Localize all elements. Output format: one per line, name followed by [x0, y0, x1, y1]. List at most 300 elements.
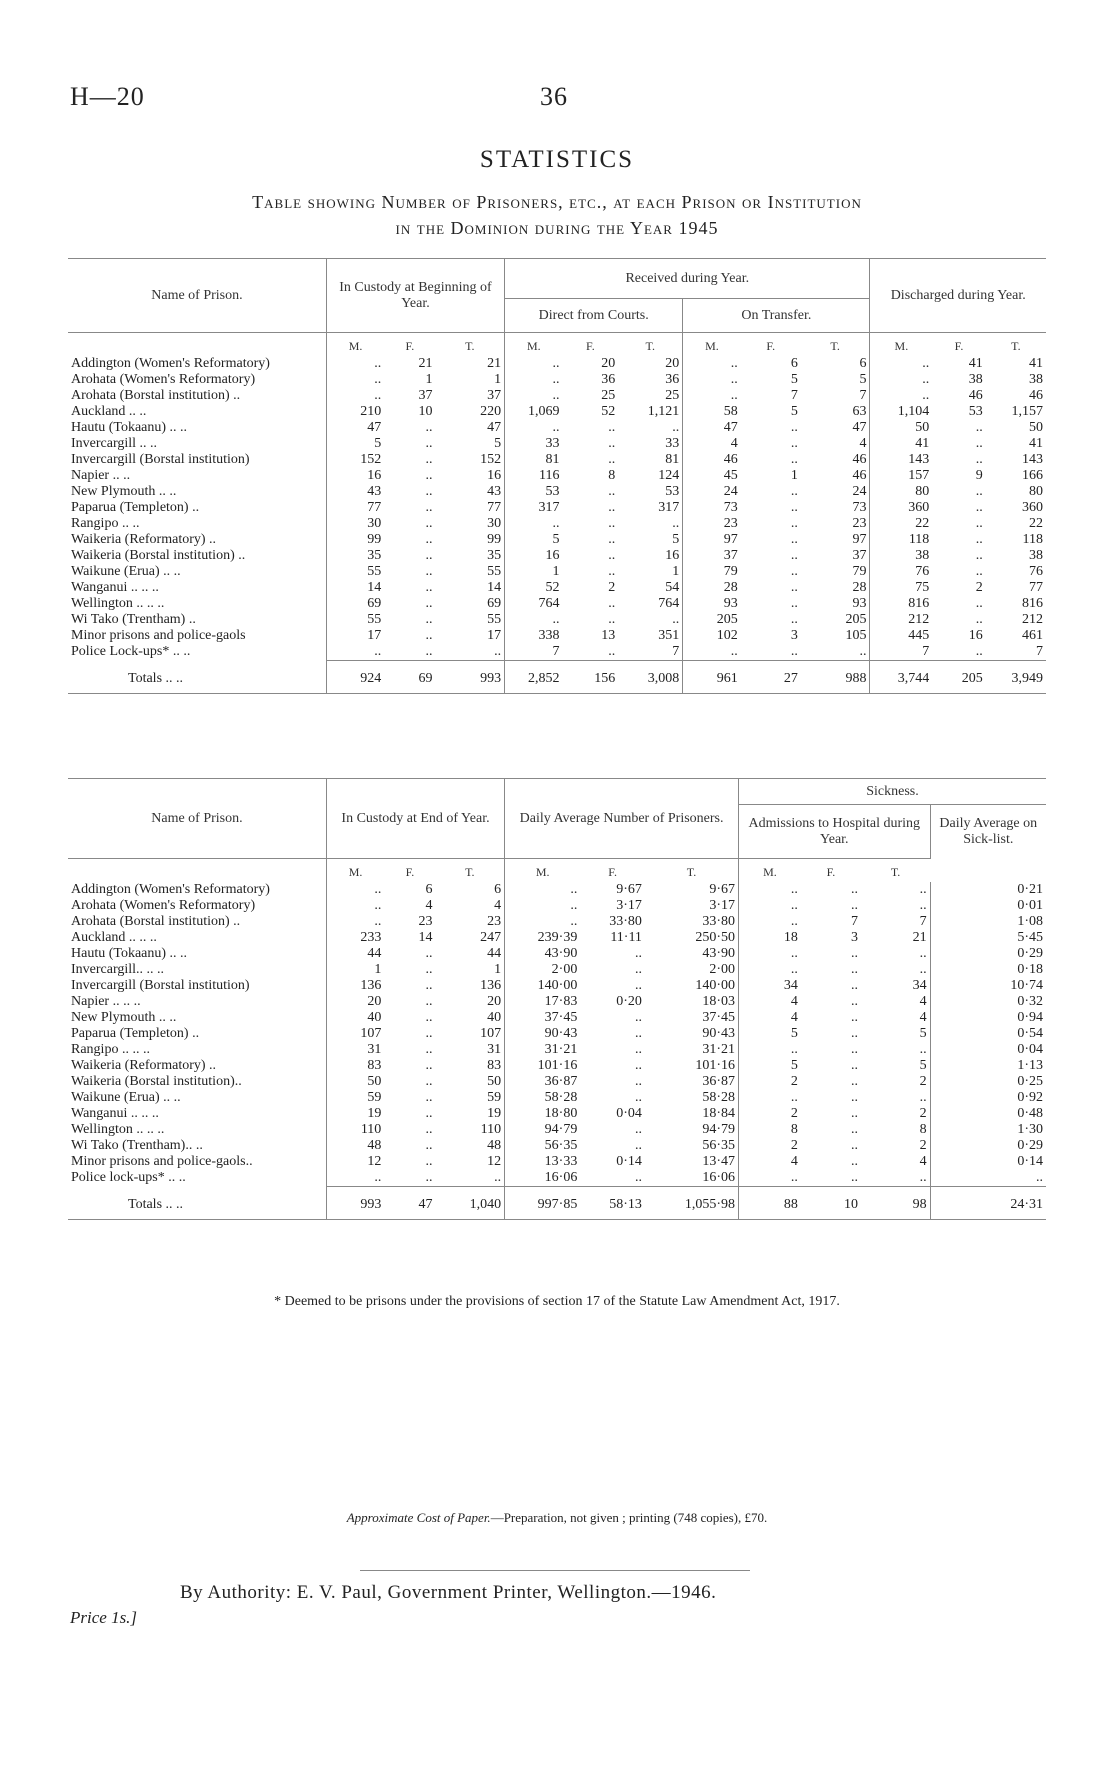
value-cell: .. [851, 1106, 859, 1121]
value-cell: 37 [852, 548, 867, 563]
value-cell: 5 [326, 436, 384, 452]
value-cell: 6 [425, 882, 433, 897]
value-cell: 101·16 [695, 1058, 736, 1073]
value-cell: 83 [326, 1058, 384, 1074]
subheader-cell: F. [580, 859, 645, 883]
prison-name-cell: Police Lock-ups* .. .. [71, 644, 191, 660]
value-cell: 4 [739, 994, 801, 1010]
table-row [68, 436, 1046, 452]
table-row [68, 388, 1046, 404]
subheader-cell: M. [683, 333, 741, 357]
value-cell: 14 [326, 580, 384, 596]
value-cell: .. [790, 532, 798, 547]
prison-name-cell: Waikune (Erua) .. .. [71, 1090, 181, 1105]
value-cell: .. [919, 1042, 927, 1057]
value-cell: .. [425, 1170, 433, 1185]
value-cell: .. [683, 644, 741, 661]
value-cell: .. [425, 962, 433, 977]
value-cell: 4 [739, 1154, 801, 1170]
value-cell: 1·13 [930, 1058, 1046, 1074]
value-cell: 13 [601, 628, 616, 643]
value-cell: 47 [683, 420, 741, 436]
table-row [68, 644, 1046, 661]
value-cell: 33·80 [702, 914, 736, 929]
value-cell: .. [851, 962, 859, 977]
value-cell: 14 [487, 580, 502, 595]
value-cell: 102 [683, 628, 741, 644]
value-cell: .. [851, 978, 859, 993]
value-cell: 1 [790, 468, 798, 483]
value-cell: .. [425, 484, 433, 499]
value-cell: 48 [326, 1138, 384, 1154]
cost-label: Approximate Cost of Paper. [346, 1510, 491, 1525]
table-row [68, 882, 1046, 898]
value-cell: .. [975, 452, 983, 467]
value-cell: 7 [790, 388, 798, 403]
prison-name-cell: Napier .. .. .. [71, 994, 141, 1009]
value-cell: 55 [487, 564, 502, 579]
value-cell: 41 [1029, 356, 1043, 371]
value-cell: 40 [326, 1010, 384, 1026]
value-cell: 19 [487, 1106, 502, 1121]
table-row [68, 1074, 1046, 1090]
value-cell: 33 [665, 436, 680, 451]
subheader-cell: T. [436, 859, 505, 883]
value-cell: 1 [494, 372, 502, 387]
value-cell: 80 [870, 484, 932, 500]
table-row [68, 1010, 1046, 1026]
value-cell: 105 [845, 628, 867, 643]
total-value-cell: 156 [563, 661, 619, 694]
value-cell: 38 [1029, 548, 1043, 563]
value-cell: 16·06 [702, 1170, 736, 1185]
value-cell: 110 [326, 1122, 384, 1138]
value-cell: 43·90 [505, 946, 581, 962]
value-cell: .. [326, 1170, 384, 1187]
value-cell: 93 [683, 596, 741, 612]
value-cell: .. [739, 1170, 801, 1187]
value-cell: 34 [912, 978, 927, 993]
value-cell: 2 [739, 1106, 801, 1122]
prison-name-cell: Hautu (Tokaanu) .. .. [71, 420, 188, 435]
value-cell: 58·28 [702, 1090, 736, 1105]
value-cell: 23 [852, 516, 867, 531]
value-cell: 52 [601, 404, 616, 419]
subtitle-line-2: in the Dominion during the Year 1945 [395, 218, 719, 238]
value-cell: .. [505, 612, 563, 628]
total-value-cell: 27 [741, 661, 801, 694]
value-cell: .. [425, 1106, 433, 1121]
value-cell: .. [505, 372, 563, 388]
table-row [68, 1154, 1046, 1170]
value-cell: 80 [1029, 484, 1043, 499]
value-cell: .. [790, 500, 798, 515]
value-cell: 69 [487, 596, 502, 611]
value-cell: 118 [1022, 532, 1043, 547]
value-cell: 37·45 [702, 1010, 736, 1025]
value-cell: 63 [852, 404, 867, 419]
value-cell: 5 [919, 1026, 927, 1041]
table-row [68, 564, 1046, 580]
total-value-cell: 98 [861, 1187, 930, 1220]
total-value-cell: 88 [739, 1187, 801, 1220]
value-cell: 31 [326, 1042, 384, 1058]
value-cell: 50 [870, 420, 932, 436]
value-cell: 13·33 [505, 1154, 581, 1170]
value-cell: .. [672, 420, 680, 435]
value-cell: 0·48 [930, 1106, 1046, 1122]
prison-name-cell: Napier .. .. [71, 468, 131, 483]
prison-name-cell: Waikeria (Borstal institution) .. [71, 548, 246, 563]
value-cell: 1 [494, 962, 502, 977]
value-cell: 46 [1029, 388, 1043, 403]
value-cell: 33·80 [609, 914, 642, 929]
table-row [68, 580, 1046, 596]
value-cell: 47 [326, 420, 384, 436]
value-cell: 53 [968, 404, 983, 419]
value-cell: .. [739, 1042, 801, 1058]
prison-name-cell: Auckland .. .. .. [71, 930, 157, 945]
subheader-cell: M. [870, 333, 932, 357]
value-cell: .. [975, 436, 983, 451]
value-cell: .. [790, 612, 798, 627]
t2-header-admissions: Admissions to Hospital during Year. [739, 805, 931, 859]
value-cell: 17·83 [505, 994, 581, 1010]
prison-name-cell: Invercargill .. .. [71, 436, 158, 451]
value-cell: 1,104 [870, 404, 932, 420]
total-value-cell: 3,008 [618, 661, 683, 694]
value-cell: 4 [919, 994, 927, 1009]
total-value-cell: 10 [801, 1187, 861, 1220]
table-row [68, 1122, 1046, 1138]
value-cell: .. [851, 882, 859, 897]
value-cell: .. [425, 516, 433, 531]
value-cell: 351 [658, 628, 680, 643]
value-cell: 10 [418, 404, 433, 419]
value-cell: 18·84 [702, 1106, 736, 1121]
subheader-cell: M. [739, 859, 801, 883]
value-cell: 0·54 [930, 1026, 1046, 1042]
value-cell: 44 [487, 946, 502, 961]
value-cell: .. [634, 1090, 642, 1105]
prison-name-cell: Addington (Women's Reformatory) [71, 882, 270, 897]
value-cell: .. [919, 946, 927, 961]
value-cell: .. [683, 372, 741, 388]
value-cell: 8 [919, 1122, 927, 1137]
value-cell: 93 [852, 596, 867, 611]
value-cell: .. [425, 436, 433, 451]
value-cell: .. [425, 580, 433, 595]
totals-row [68, 1187, 1046, 1220]
value-cell: 5 [505, 532, 563, 548]
value-cell: 1 [672, 564, 680, 579]
prison-name-cell: Waikune (Erua) .. .. [71, 564, 181, 579]
prison-name-cell: Addington (Women's Reformatory) [71, 356, 270, 371]
value-cell: 7 [859, 388, 867, 403]
value-cell: 0·32 [930, 994, 1046, 1010]
value-cell: 8 [608, 468, 616, 483]
value-cell: .. [975, 484, 983, 499]
value-cell: 14 [418, 930, 433, 945]
value-cell: 33 [505, 436, 563, 452]
value-cell: 166 [1022, 468, 1043, 483]
t2-header-name: Name of Prison. [68, 779, 326, 859]
value-cell: .. [634, 946, 642, 961]
value-cell: 31·21 [702, 1042, 736, 1057]
prison-name-cell: Waikeria (Reformatory) .. [71, 1058, 217, 1073]
value-cell: 3·17 [616, 898, 642, 913]
prison-name-cell: Wi Tako (Trentham) .. [71, 612, 196, 627]
value-cell: .. [608, 452, 616, 467]
t2-subheader-row [68, 859, 1046, 883]
value-cell: .. [494, 644, 502, 659]
value-cell: 16 [968, 628, 983, 643]
value-cell: 94·79 [505, 1122, 581, 1138]
value-cell: .. [919, 962, 927, 977]
value-cell: 9·67 [709, 882, 736, 897]
prison-name-cell: New Plymouth .. .. [71, 1010, 177, 1025]
value-cell: 79 [683, 564, 741, 580]
prison-name-cell: Paparua (Templeton) .. [71, 1026, 200, 1041]
value-cell: 5 [919, 1058, 927, 1073]
value-cell: .. [851, 1170, 859, 1185]
value-cell: .. [326, 372, 384, 388]
value-cell: 9·67 [616, 882, 642, 897]
t2-header-daily-sick: Daily Average on Sick-list. [930, 805, 1046, 859]
value-cell: 3 [790, 628, 798, 643]
value-cell: 58 [683, 404, 741, 420]
value-cell: 59 [326, 1090, 384, 1106]
value-cell: 55 [487, 612, 502, 627]
totals-label: Totals .. .. [68, 1187, 326, 1220]
value-cell: 220 [480, 404, 502, 419]
value-cell: 1 [505, 564, 563, 580]
value-cell: 23 [418, 914, 433, 929]
value-cell: .. [672, 612, 680, 627]
value-cell: 2·00 [505, 962, 581, 978]
value-cell: 1,069 [505, 404, 563, 420]
value-cell: .. [634, 962, 642, 977]
value-cell: 38 [1029, 372, 1043, 387]
value-cell: 1 [326, 962, 384, 978]
value-cell: .. [326, 898, 384, 914]
value-cell: .. [634, 1122, 642, 1137]
value-cell: .. [425, 1122, 433, 1137]
value-cell: .. [790, 436, 798, 451]
prison-name-cell: Police lock-ups* .. .. [71, 1170, 186, 1186]
value-cell: 23 [683, 516, 741, 532]
prison-name-cell: Rangipo .. .. .. [71, 1042, 150, 1057]
value-cell: .. [505, 516, 563, 532]
value-cell: 83 [487, 1058, 502, 1073]
value-cell: 25 [601, 388, 616, 403]
value-cell: .. [634, 1058, 642, 1073]
value-cell: 28 [683, 580, 741, 596]
value-cell: .. [975, 532, 983, 547]
t2-header-custody-end: In Custody at End of Year. [326, 779, 504, 859]
value-cell: 0·18 [930, 962, 1046, 978]
value-cell: .. [326, 644, 384, 661]
value-cell: 18 [739, 930, 801, 946]
value-cell: 360 [1022, 500, 1043, 515]
prison-name-cell: Invercargill.. .. .. [71, 962, 165, 977]
value-cell: .. [859, 644, 867, 659]
totals-label: Totals .. .. [68, 661, 326, 694]
value-cell: 40 [487, 1010, 502, 1025]
value-cell: .. [505, 356, 563, 372]
value-cell: 338 [505, 628, 563, 644]
value-cell: .. [608, 436, 616, 451]
total-value-cell: 993 [436, 661, 505, 694]
value-cell: .. [919, 1090, 927, 1105]
value-cell: 76 [1029, 564, 1043, 579]
value-cell: 97 [852, 532, 867, 547]
value-cell: 0·14 [930, 1154, 1046, 1170]
prison-name-cell: Wellington .. .. .. [71, 596, 165, 611]
table-row [68, 1170, 1046, 1187]
value-cell: 2·00 [709, 962, 736, 977]
prisoners-received-table [68, 258, 1046, 694]
value-cell: 79 [852, 564, 867, 579]
value-cell: .. [739, 898, 801, 914]
value-cell: .. [790, 644, 798, 659]
value-cell: .. [505, 388, 563, 404]
table-row [68, 898, 1046, 914]
value-cell: 36 [665, 372, 680, 387]
value-cell: .. [790, 580, 798, 595]
value-cell: 16 [665, 548, 680, 563]
footnote: * Deemed to be prisons under the provisions of section 17 of the Statute Law Amendment Act, 1917. [274, 1294, 840, 1309]
value-cell: .. [790, 564, 798, 579]
value-cell: .. [975, 596, 983, 611]
t1-header-discharged: Discharged during Year. [870, 259, 1046, 333]
prison-name-cell: Hautu (Tokaanu) .. .. [71, 946, 188, 961]
value-cell: 1·30 [930, 1122, 1046, 1138]
value-cell: 90·43 [505, 1026, 581, 1042]
value-cell: 37·45 [505, 1010, 581, 1026]
value-cell: 81 [505, 452, 563, 468]
value-cell: .. [608, 564, 616, 579]
value-cell: 58·28 [505, 1090, 581, 1106]
value-cell: 7 [505, 644, 563, 661]
value-cell: 1·08 [930, 914, 1046, 930]
value-cell: 250·50 [695, 930, 736, 945]
value-cell: 47 [487, 420, 502, 435]
value-cell: .. [790, 420, 798, 435]
value-cell: 55 [326, 612, 384, 628]
value-cell: 94·79 [702, 1122, 736, 1137]
value-cell: 59 [487, 1090, 502, 1105]
value-cell: .. [425, 1058, 433, 1073]
value-cell: .. [739, 1090, 801, 1106]
value-cell: .. [326, 914, 384, 930]
value-cell: .. [608, 516, 616, 531]
table-row [68, 420, 1046, 436]
value-cell: .. [975, 564, 983, 579]
value-cell: .. [851, 1042, 859, 1057]
value-cell: .. [425, 612, 433, 627]
value-cell: 2 [919, 1074, 927, 1089]
value-cell: .. [634, 1042, 642, 1057]
value-cell: .. [930, 1170, 1046, 1187]
page-title: STATISTICS [479, 146, 635, 173]
value-cell: .. [494, 1170, 502, 1185]
value-cell: 210 [326, 404, 384, 420]
value-cell: .. [739, 946, 801, 962]
value-cell: 38 [870, 548, 932, 564]
value-cell: 5 [739, 1026, 801, 1042]
prison-name-cell: Wellington .. .. .. [71, 1122, 165, 1137]
table-row [68, 978, 1046, 994]
value-cell: .. [425, 468, 433, 483]
value-cell: .. [975, 612, 983, 627]
value-cell: 157 [870, 468, 932, 484]
value-cell: 4 [494, 898, 502, 913]
value-cell: .. [425, 628, 433, 643]
value-cell: 7 [870, 644, 932, 661]
table-row [68, 372, 1046, 388]
value-cell: 118 [870, 532, 932, 548]
value-cell: .. [851, 1154, 859, 1169]
value-cell: 11·11 [610, 930, 642, 945]
value-cell: 152 [326, 452, 384, 468]
t1-header-direct: Direct from Courts. [505, 299, 683, 333]
value-cell: 205 [845, 612, 867, 627]
value-cell: 18·80 [505, 1106, 581, 1122]
value-cell: .. [608, 532, 616, 547]
value-cell: 152 [480, 452, 502, 467]
value-cell: .. [608, 612, 616, 627]
value-cell: 317 [658, 500, 680, 515]
value-cell: 30 [326, 516, 384, 532]
prison-name-cell: Waikeria (Reformatory) .. [71, 532, 217, 547]
value-cell: 1,121 [647, 404, 680, 419]
total-value-cell: 205 [932, 661, 985, 694]
value-cell: 107 [480, 1026, 502, 1041]
value-cell: 9 [975, 468, 983, 483]
table-row [68, 914, 1046, 930]
value-cell: 6 [494, 882, 502, 897]
value-cell: .. [425, 1074, 433, 1089]
prison-name-cell: Arohata (Women's Reformatory) [71, 372, 256, 387]
value-cell: 5 [672, 532, 680, 547]
value-cell: .. [739, 962, 801, 978]
subtitle-line-1: Table showing Number of Prisoners, etc., at each Prison or Institution [252, 192, 862, 212]
value-cell: .. [425, 452, 433, 467]
value-cell: 20 [665, 356, 680, 371]
value-cell: .. [608, 644, 616, 659]
value-cell: .. [608, 484, 616, 499]
value-cell: 4 [919, 1010, 927, 1025]
value-cell: 43·90 [702, 946, 736, 961]
value-cell: .. [683, 356, 741, 372]
table-row [68, 1138, 1046, 1154]
value-cell: 7 [919, 914, 927, 929]
value-cell: 6 [790, 356, 798, 371]
price: Price 1s.] [70, 1608, 138, 1627]
value-cell: .. [425, 532, 433, 547]
value-cell: 5 [790, 372, 798, 387]
value-cell: .. [326, 882, 384, 898]
value-cell: 37 [683, 548, 741, 564]
bottom-rule [360, 1570, 750, 1571]
value-cell: 46 [852, 452, 867, 467]
value-cell: 31 [487, 1042, 502, 1057]
value-cell: .. [870, 356, 932, 372]
value-cell: 5 [859, 372, 867, 387]
value-cell: 5 [790, 404, 798, 419]
value-cell: 1,157 [1011, 404, 1043, 419]
